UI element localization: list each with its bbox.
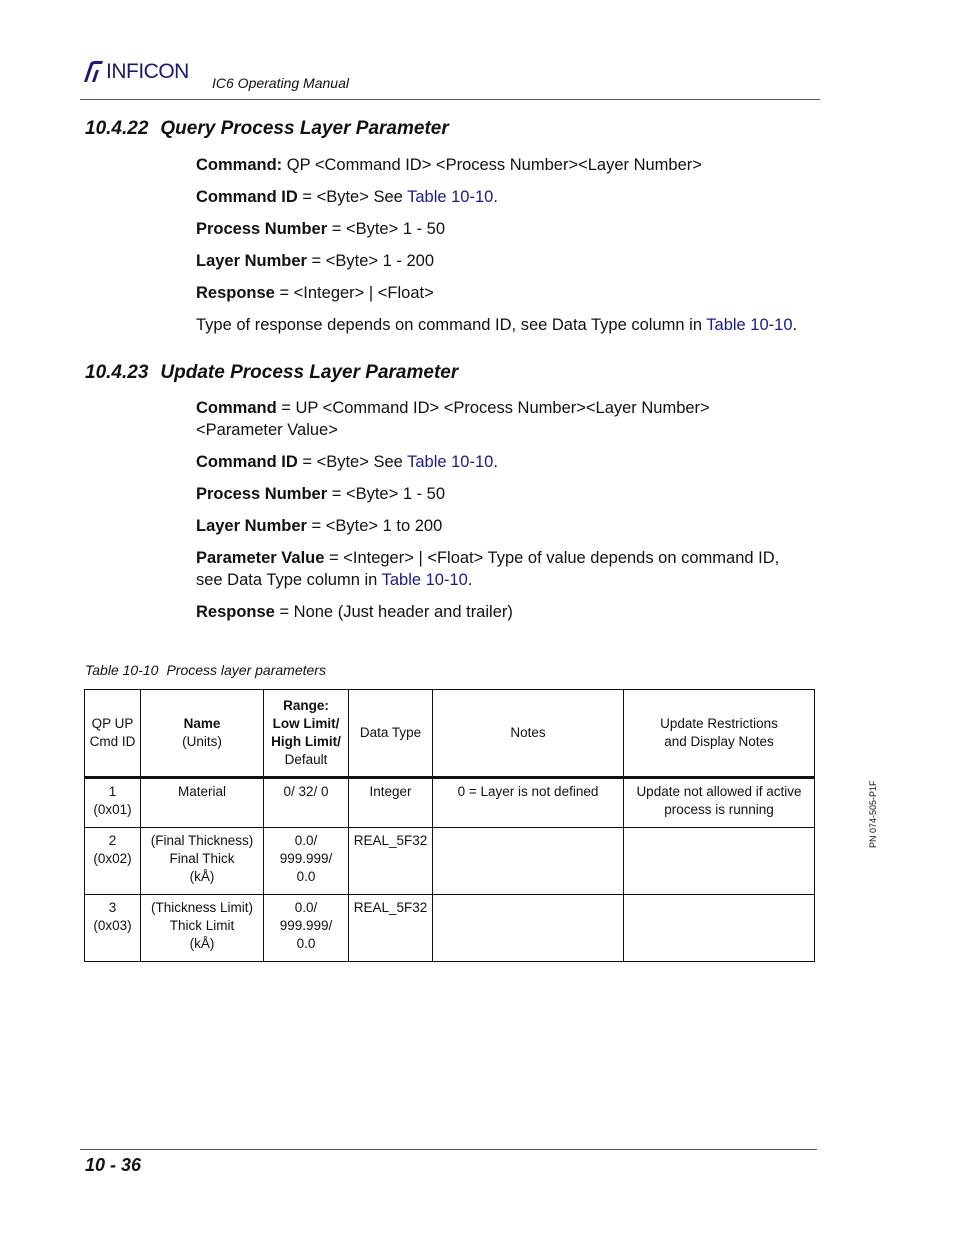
cell-name: Material — [141, 778, 264, 828]
table-row — [85, 778, 815, 828]
section-heading-query — [85, 118, 449, 140]
cell-update-restrictions: Update not allowed if active process is running — [624, 778, 815, 828]
section-number: 10.4.22 — [85, 118, 149, 139]
section-number: 10.4.23 — [85, 362, 149, 383]
table-link[interactable]: Table 10-10 — [381, 571, 468, 589]
cell-data-type: REAL_5F32 — [349, 828, 433, 895]
query-layer-number-line: Layer Number = <Byte> 1 - 200 — [196, 252, 435, 270]
query-response-line: Response = <Integer> | <Float> — [196, 284, 434, 302]
cell-notes: 0 = Layer is not defined — [433, 778, 624, 828]
cell-data-type: Integer — [349, 778, 433, 828]
update-parameter-value-line: Parameter Value = <Integer> | <Float> Type of value depends on command ID, see Data Type column in Table 10-10. — [196, 549, 780, 589]
table-header-row — [85, 690, 815, 778]
header-divider — [80, 99, 820, 100]
header-notes: Notes — [433, 690, 624, 778]
header-cmd-id: QP UP Cmd ID — [85, 690, 141, 778]
query-command-line: Command: QP <Command ID> <Process Number><Layer Number> — [196, 156, 702, 174]
table-link[interactable]: Table 10-10 — [407, 188, 494, 206]
part-number-vertical: PN 074-505-P1F — [868, 780, 878, 848]
cell-cmd-id: 2 (0x02) — [85, 828, 141, 895]
section-heading-update — [85, 362, 458, 384]
table-link[interactable]: Table 10-10 — [706, 316, 793, 334]
cell-range: 0.0/ 999.999/ 0.0 — [264, 828, 349, 895]
cell-update-restrictions — [624, 895, 815, 962]
update-process-number-line: Process Number = <Byte> 1 - 50 — [196, 485, 446, 503]
footer-divider — [80, 1149, 817, 1150]
cell-cmd-id: 3 (0x03) — [85, 895, 141, 962]
cell-data-type: REAL_5F32 — [349, 895, 433, 962]
table-row — [85, 895, 815, 962]
update-layer-number-line: Layer Number = <Byte> 1 to 200 — [196, 517, 443, 535]
table-row — [85, 828, 815, 895]
inficon-logo — [82, 60, 189, 84]
cell-notes — [433, 895, 624, 962]
cell-name: (Final Thickness) Final Thick (kÅ) — [141, 828, 264, 895]
query-process-number-line: Process Number = <Byte> 1 - 50 — [196, 220, 446, 238]
cell-notes — [433, 828, 624, 895]
header-range: Range: Low Limit/ High Limit/ Default — [264, 690, 349, 778]
brand-name: INFICON — [106, 60, 189, 83]
manual-title: IC6 Operating Manual — [212, 75, 349, 91]
query-command-id-line: Command ID = <Byte> See Table 10-10. — [196, 188, 498, 206]
cell-range: 0/ 32/ 0 — [264, 778, 349, 828]
update-command-id-line: Command ID = <Byte> See Table 10-10. — [196, 453, 498, 471]
inficon-logo-icon — [82, 60, 104, 84]
process-layer-parameters-table — [84, 689, 815, 962]
update-response-line: Response = None (Just header and trailer) — [196, 603, 513, 621]
query-response-note: Type of response depends on command ID, see Data Type column in Table 10-10. — [196, 316, 798, 334]
cell-name: (Thickness Limit) Thick Limit (kÅ) — [141, 895, 264, 962]
header-name: Name (Units) — [141, 690, 264, 778]
cell-range: 0.0/ 999.999/ 0.0 — [264, 895, 349, 962]
header-update-restrictions: Update Restrictions and Display Notes — [624, 690, 815, 778]
update-command-line: Command = UP <Command ID> <Process Number><Layer Number> <Parameter Value> — [196, 399, 710, 439]
cell-update-restrictions — [624, 828, 815, 895]
section-title: Update Process Layer Parameter — [160, 362, 459, 383]
cell-cmd-id: 1 (0x01) — [85, 778, 141, 828]
table-link[interactable]: Table 10-10 — [407, 453, 494, 471]
page-number: 10 - 36 — [85, 1155, 142, 1175]
header-data-type: Data Type — [349, 690, 433, 778]
table-caption: Table 10-10 Process layer parameters — [85, 662, 326, 678]
section-title: Query Process Layer Parameter — [160, 118, 449, 139]
